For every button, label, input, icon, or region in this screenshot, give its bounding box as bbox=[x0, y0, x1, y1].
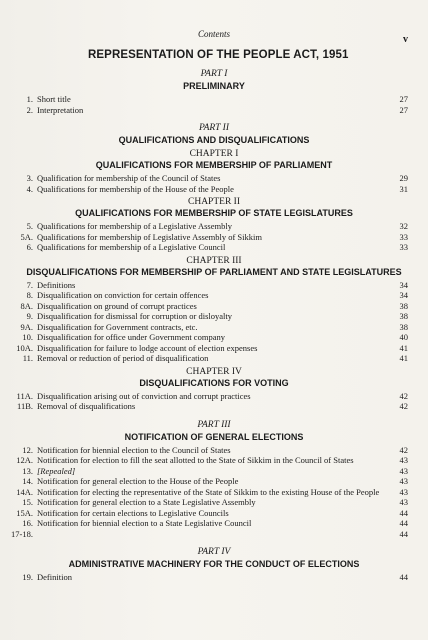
page-reference: 42 bbox=[399, 444, 408, 455]
section-title: [Repealed] bbox=[37, 465, 76, 476]
toc-entry bbox=[0, 353, 428, 364]
toc-list bbox=[0, 280, 428, 364]
toc-entry bbox=[0, 445, 428, 456]
section-number: 5. bbox=[26, 221, 33, 231]
section-number: 12. bbox=[22, 444, 33, 455]
page-reference: 44 bbox=[399, 572, 408, 582]
section-title: Removal of disqualifications bbox=[37, 401, 136, 411]
toc-entry bbox=[0, 242, 428, 253]
page-reference: 40 bbox=[399, 332, 408, 342]
section-number: 13. bbox=[22, 465, 33, 476]
toc-entry bbox=[0, 476, 428, 487]
part-label: PART III bbox=[197, 419, 231, 430]
chapter-label: CHAPTER II bbox=[188, 197, 240, 207]
part-heading: QUALIFICATIONS AND DISQUALIFICATIONS bbox=[118, 135, 310, 145]
section-number: 14A. bbox=[16, 486, 33, 497]
section-title: Disqualification for office under Government company bbox=[37, 332, 225, 342]
section-number: 10A. bbox=[16, 342, 33, 353]
page-reference: 29 bbox=[399, 173, 408, 183]
chapter-label: CHAPTER IV bbox=[186, 366, 242, 377]
section-title: Notification for biennial election to a State Legislative Council bbox=[37, 518, 252, 528]
toc-list bbox=[0, 391, 428, 412]
chapter-label: CHAPTER I bbox=[189, 149, 239, 159]
section-number: 11B. bbox=[17, 401, 33, 411]
toc-entry bbox=[0, 184, 428, 195]
section-number: 16. bbox=[22, 518, 33, 528]
page-reference: 44 bbox=[399, 518, 408, 528]
toc-entry bbox=[0, 487, 428, 498]
toc-entry bbox=[0, 301, 428, 312]
running-header: Contents bbox=[197, 29, 230, 39]
page-reference: 32 bbox=[399, 221, 408, 231]
toc-entry bbox=[0, 466, 428, 477]
toc-entry bbox=[0, 322, 428, 333]
page-reference: 27 bbox=[399, 104, 408, 115]
section-title: Definitions bbox=[37, 279, 76, 290]
page-reference: 43 bbox=[399, 465, 408, 476]
section-number: 14. bbox=[22, 476, 33, 486]
page-reference: 38 bbox=[399, 311, 408, 321]
page-reference: 41 bbox=[399, 353, 408, 363]
section-title: Notification for certain elections to Legislative Councils bbox=[37, 507, 229, 518]
section-number: 15A. bbox=[16, 507, 33, 518]
section-title: Interpretation bbox=[37, 104, 84, 115]
section-number: 5A. bbox=[20, 231, 33, 242]
section-title: Disqualification for Government contracts, etc. bbox=[37, 321, 198, 332]
section-title: Notification for electing the representative of the State of Sikkim to the existing House of the People bbox=[37, 486, 380, 497]
section-number: 8A. bbox=[20, 300, 33, 311]
section-title: Disqualification for failure to lodge account of election expenses bbox=[37, 342, 258, 353]
section-title bbox=[37, 529, 382, 540]
part-heading: NOTIFICATION OF GENERAL ELECTIONS bbox=[124, 431, 304, 442]
section-title: Qualifications for membership of a Legislative Assembly bbox=[37, 221, 232, 231]
page-reference: 33 bbox=[399, 231, 408, 242]
section-title: Qualification for membership of the Council of States bbox=[37, 173, 221, 183]
page-reference: 43 bbox=[399, 486, 408, 497]
toc-list bbox=[0, 572, 428, 583]
section-number: 2. bbox=[26, 104, 33, 115]
section-number: 8. bbox=[26, 290, 33, 300]
section-title: Definition bbox=[37, 572, 72, 582]
toc-entry bbox=[0, 311, 428, 322]
section-number: 6. bbox=[26, 242, 33, 252]
page-number: v bbox=[403, 34, 408, 45]
toc-entry bbox=[0, 232, 428, 243]
section-title: Disqualification for dismissal for corruption or disloyalty bbox=[37, 311, 232, 321]
toc-entry bbox=[0, 221, 428, 232]
section-title: Disqualification on ground of corrupt practices bbox=[37, 300, 197, 311]
document-title: REPRESENTATION OF THE PEOPLE ACT, 1951 bbox=[88, 49, 349, 61]
toc-list bbox=[0, 445, 428, 540]
toc-entry bbox=[0, 572, 428, 583]
section-title: Qualifications for membership of the House of the People bbox=[37, 183, 234, 194]
toc-entry bbox=[0, 94, 428, 105]
toc-entry bbox=[0, 290, 428, 301]
toc-entry bbox=[0, 343, 428, 354]
section-title: Notification for biennial election to the Council of States bbox=[37, 444, 231, 455]
page-reference: 34 bbox=[399, 290, 408, 300]
part-label: PART I bbox=[200, 69, 228, 79]
page-reference: 38 bbox=[399, 300, 408, 311]
page-reference: 31 bbox=[399, 183, 408, 194]
section-number: 7. bbox=[26, 279, 33, 290]
section-number: 10. bbox=[22, 332, 33, 342]
contents-body bbox=[0, 49, 428, 583]
section-number: 4. bbox=[26, 183, 33, 194]
chapter-label: CHAPTER III bbox=[186, 255, 242, 266]
page-reference: 44 bbox=[399, 528, 408, 539]
toc-entry bbox=[0, 280, 428, 291]
toc-entry bbox=[0, 497, 428, 508]
toc-entry bbox=[0, 332, 428, 343]
toc-entry bbox=[0, 401, 428, 412]
page-reference: 38 bbox=[399, 321, 408, 332]
section-number: 9. bbox=[26, 311, 33, 321]
toc-entry bbox=[0, 173, 428, 184]
section-number: 1. bbox=[26, 94, 33, 104]
chapter-heading: DISQUALIFICATIONS FOR VOTING bbox=[139, 377, 289, 388]
toc-list bbox=[0, 94, 428, 115]
section-number: 11. bbox=[22, 353, 33, 363]
page-reference: 42 bbox=[399, 401, 408, 411]
toc-entry bbox=[0, 529, 428, 540]
section-title: Qualifications for membership of a Legislative Council bbox=[37, 242, 226, 252]
part-label: PART IV bbox=[197, 547, 231, 557]
section-title: Notification for election to fill the seat allotted to the State of Sikkim in the Council of States bbox=[37, 455, 354, 465]
page-reference: 42 bbox=[399, 390, 408, 401]
section-title: Qualifications for membership of Legislative Assembly of Sikkim bbox=[37, 231, 262, 242]
part-heading: ADMINISTRATIVE MACHINERY FOR THE CONDUCT OF ELECTIONS bbox=[68, 559, 360, 569]
toc-entry bbox=[0, 455, 428, 466]
section-number: 15. bbox=[22, 497, 33, 507]
toc-list bbox=[0, 221, 428, 253]
toc-list bbox=[0, 173, 428, 194]
part-label: PART II bbox=[199, 123, 229, 133]
page-reference: 44 bbox=[399, 507, 408, 518]
toc-entry bbox=[0, 508, 428, 519]
section-number: 17-18. bbox=[11, 528, 33, 539]
chapter-heading: DISQUALIFICATIONS FOR MEMBERSHIP OF PARLIAMENT AND STATE LEGISLATURES bbox=[26, 266, 402, 277]
section-title: Short title bbox=[37, 94, 71, 104]
page-reference: 33 bbox=[399, 242, 408, 252]
page-reference: 43 bbox=[399, 455, 408, 465]
section-number: 19. bbox=[22, 572, 33, 582]
part-heading: PRELIMINARY bbox=[183, 81, 245, 91]
section-title: Notification for general election to a State Legislative Assembly bbox=[37, 497, 256, 507]
toc-entry bbox=[0, 391, 428, 402]
section-title: Notification for general election to the House of the People bbox=[37, 476, 239, 486]
section-number: 12A. bbox=[16, 455, 33, 465]
chapter-heading: QUALIFICATIONS FOR MEMBERSHIP OF PARLIAMENT bbox=[95, 160, 333, 170]
page-reference: 43 bbox=[399, 476, 408, 486]
page-reference: 27 bbox=[399, 94, 408, 104]
chapter-heading: QUALIFICATIONS FOR MEMBERSHIP OF STATE LEGISLATURES bbox=[75, 208, 353, 218]
section-title: Disqualification arising out of conviction and corrupt practices bbox=[37, 390, 251, 401]
page-reference: 41 bbox=[399, 342, 408, 353]
section-number: 11A. bbox=[16, 390, 33, 401]
page-reference: 34 bbox=[399, 279, 408, 290]
toc-entry bbox=[0, 105, 428, 116]
page-reference: 43 bbox=[399, 497, 408, 507]
section-number: 3. bbox=[26, 173, 33, 183]
toc-entry bbox=[0, 518, 428, 529]
section-title: Removal or reduction of period of disqualification bbox=[37, 353, 209, 363]
section-title: Disqualification on conviction for certain offences bbox=[37, 290, 209, 300]
section-number: 9A. bbox=[20, 321, 33, 332]
